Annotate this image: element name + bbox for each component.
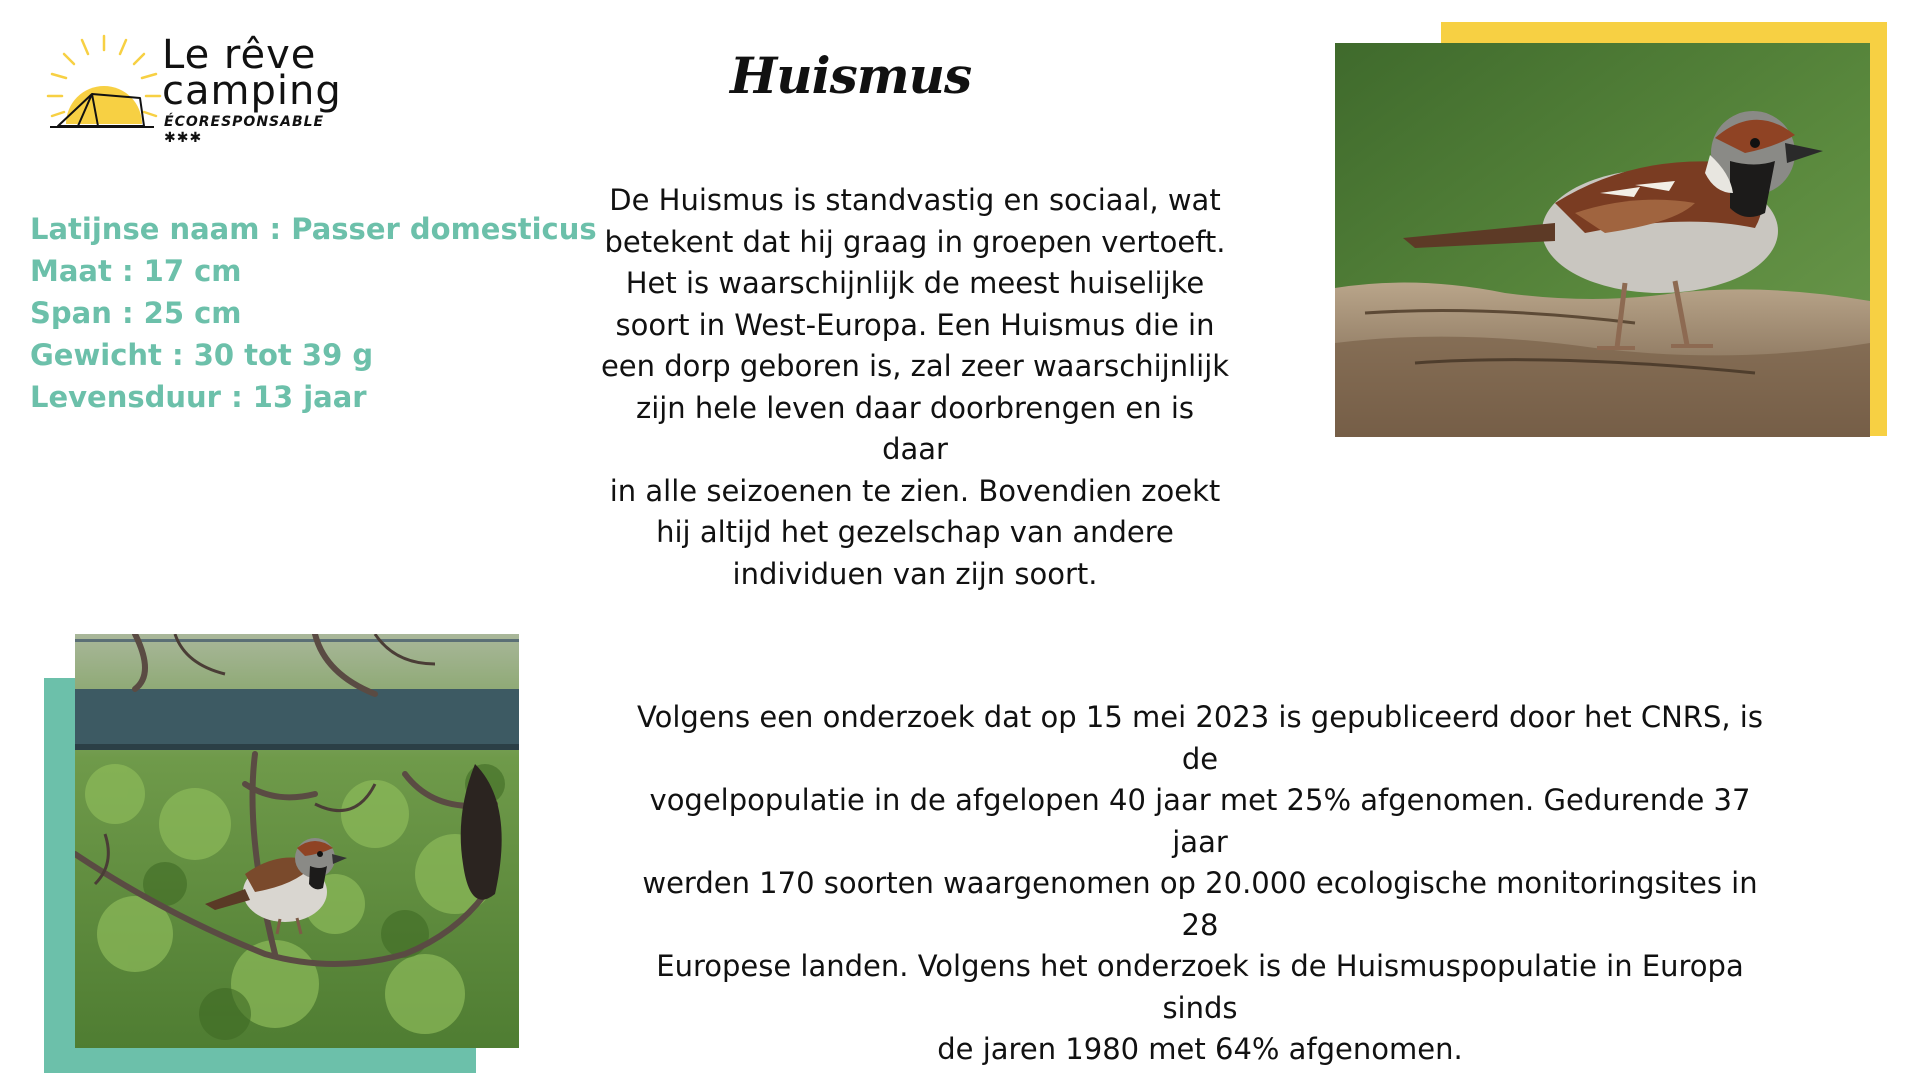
page-title: Huismus — [730, 46, 972, 105]
paragraph-line: hij altijd het gezelschap van andere — [656, 515, 1174, 549]
paragraph-line: vogelpopulatie in de afgelopen 40 jaar met 25% afgenomen. Gedurende 37 jaar — [649, 783, 1751, 859]
sparrow-on-log-photo — [1335, 43, 1870, 437]
paragraph-line: individuen van zijn soort. — [732, 556, 1098, 591]
paragraph-line: werden 170 soorten waargenomen op 20.000 ecologische monitoringsites in 28 — [642, 866, 1758, 942]
paragraph-line: zijn hele leven daar doorbrengen en is daar — [635, 390, 1195, 466]
fact-latin-name: Latijnse naam : Passer domesticus — [30, 212, 597, 246]
logo-text-line1: Le rêve — [162, 32, 317, 78]
paragraph-line: betekent dat hij graag in groepen vertoeft. — [604, 224, 1226, 259]
logo-text-line2: camping — [162, 68, 342, 114]
species-facts — [30, 208, 597, 418]
paragraph-line: de jaren 1980 met 64% afgenomen. — [937, 1032, 1463, 1066]
paragraph-line: een dorp geboren is, zal zeer waarschijnlijk — [600, 349, 1230, 383]
paragraph-line: Europese landen. Volgens het onderzoek is de Huismuspopulatie in Europa sinds — [656, 949, 1744, 1025]
logo-text-line3: ÉCORESPONSABLE ✱✱✱ — [164, 114, 325, 146]
sun-tent-icon — [44, 28, 164, 138]
paragraph-line: Het is waarschijnlijk de meest huiselijke — [625, 266, 1205, 300]
paragraph-line: soort in West-Europa. Een Huismus die in — [615, 307, 1215, 342]
fact-span: Span : 25 cm — [30, 296, 242, 330]
paragraph-line: De Huismus is standvastig en sociaal, wat — [609, 183, 1221, 217]
fact-size: Maat : 17 cm — [30, 254, 242, 288]
fact-lifespan: Levensduur : 13 jaar — [30, 380, 367, 414]
paragraph-line: in alle seizoenen te zien. Bovendien zoekt — [609, 473, 1221, 508]
paragraph-line: Volgens een onderzoek dat op 15 mei 2023 is gepubliceerd door het CNRS, is de — [637, 700, 1763, 776]
description-paragraph — [600, 180, 1230, 595]
fact-weight: Gewicht : 30 tot 39 g — [30, 338, 374, 372]
study-paragraph — [625, 697, 1775, 1071]
sparrow-on-branch-photo — [75, 634, 519, 1048]
camping-logo — [44, 28, 364, 146]
